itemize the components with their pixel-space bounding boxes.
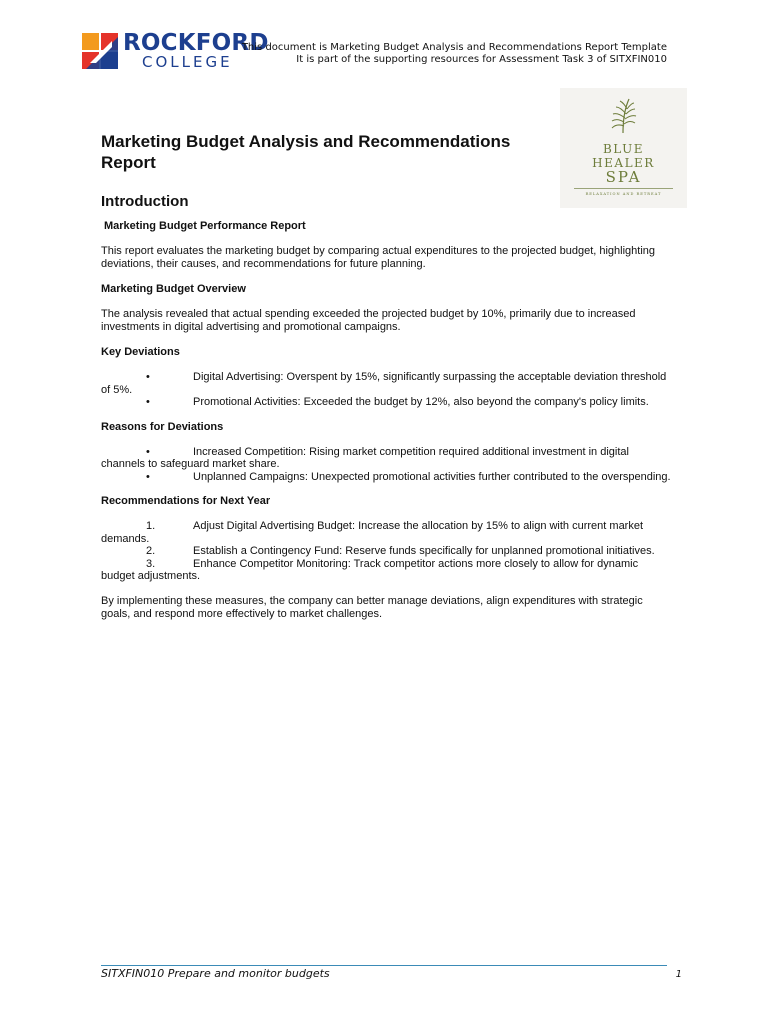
list-item (101, 446, 671, 471)
document-body (101, 131, 671, 621)
list-item (101, 545, 671, 558)
palm-leaf-icon (609, 96, 637, 134)
header-note (242, 42, 667, 66)
list-item (101, 520, 671, 545)
footer-divider (101, 965, 667, 966)
number-marker: 3. (146, 557, 156, 570)
list-item-text: Enhance Competitor Monitoring: Track competitor actions more closely to allow for dynamic budget adjustments. (101, 557, 639, 582)
list-item-text: Establish a Contingency Fund: Reserve funds specifically for unplanned promotional initiatives. (193, 545, 655, 557)
spa-logo-text-spa: SPA (605, 168, 642, 186)
list-item (101, 471, 671, 484)
key-deviations-heading: Key Deviations (101, 346, 180, 358)
list-item (101, 396, 671, 409)
introduction-heading: Introduction (101, 193, 189, 210)
list-item-text: Unplanned Campaigns: Unexpected promotional activities further contributed to the overspending. (193, 470, 671, 483)
rockford-college-logo (82, 30, 269, 73)
header-note-line-2: It is part of the supporting resources for Assessment Task 3 of SITXFIN010 (296, 54, 667, 65)
report-subtitle: Marketing Budget Performance Report (104, 220, 306, 232)
bullet-marker: • (146, 445, 150, 458)
key-deviations-list (101, 371, 671, 409)
bullet-marker: • (146, 371, 150, 383)
reasons-heading: Reasons for Deviations (101, 420, 224, 433)
spa-logo-text-blue: BLUE (602, 142, 644, 156)
overview-paragraph: The analysis revealed that actual spending exceeded the projected budget by 10%, primarily due to increased investments in digital advertising and promotional campaigns. (101, 308, 636, 333)
logo-text-college: COLLEGE (142, 53, 233, 71)
spa-logo-text-healer: HEALER (592, 156, 655, 170)
recommendations-heading: Recommendations for Next Year (101, 495, 271, 507)
number-marker: 2. (146, 545, 156, 557)
document-title: Marketing Budget Analysis and Recommendations Report (101, 132, 511, 172)
spa-logo-tagline: RELAXATION AND RETREAT (585, 192, 662, 196)
page-number: 1 (675, 969, 682, 980)
number-marker: 1. (146, 520, 156, 532)
list-item-text: Increased Competition: Rising market competition required additional investment in digital channels to safeguard market share. (101, 445, 629, 470)
list-item-text: Digital Advertising: Overspent by 15%, significantly surpassing the acceptable deviation threshold of 5%. (101, 371, 667, 396)
conclusion-paragraph: By implementing these measures, the company can better manage deviations, align expenditures with strategic goals, and respond more effectively to market challenges. (101, 594, 643, 620)
recommendations-list (101, 520, 671, 583)
header-note-line-1: This document is Marketing Budget Analysis and Recommendations Report Template (241, 42, 667, 53)
list-item-text: Promotional Activities: Exceeded the budget by 12%, also beyond the company's policy limits. (193, 396, 649, 408)
list-item (101, 371, 671, 396)
rockford-logo-mark-icon (82, 33, 118, 69)
intro-paragraph: This report evaluates the marketing budget by comparing actual expenditures to the projected budget, highlighting deviations, their causes, and recommendations for future planning. (101, 245, 656, 270)
bullet-marker: • (146, 396, 150, 408)
list-item (101, 558, 671, 583)
logo-text-rockford: ROCKFORD (123, 30, 269, 56)
list-item-text: Adjust Digital Advertising Budget: Increase the allocation by 15% to align with current market demands. (101, 520, 644, 545)
bullet-marker: • (146, 470, 150, 483)
overview-heading: Marketing Budget Overview (101, 283, 246, 295)
reasons-list (101, 446, 671, 484)
footer-course-title: SITXFIN010 Prepare and monitor budgets (101, 967, 330, 980)
